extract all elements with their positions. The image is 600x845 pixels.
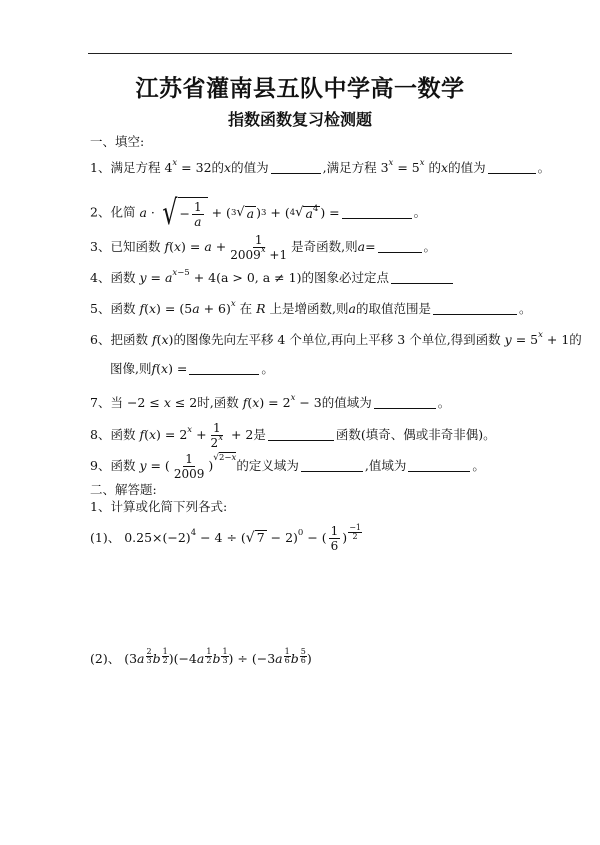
q7-condition: −2 ≤ x ≤ 2	[126, 395, 198, 410]
problem-1-expression: $0.25\times(-2)^4 - 4$ ÷ (√ 7 − 2)$^0$ − (	[124, 528, 327, 546]
q2-answer-blank[interactable]	[342, 205, 412, 219]
q1-equation-2: $3^x = 5^x$	[380, 158, 425, 175]
question-3: 3、已知函数 f(x) = a + $\frac{1}{2009^x +1}$ 是奇函数,则a= 。	[90, 233, 437, 262]
q7-answer-blank[interactable]	[374, 395, 436, 409]
q1-answer-blank-2[interactable]	[488, 160, 536, 174]
q6-answer-blank[interactable]	[189, 361, 259, 375]
q1-answer-blank-1[interactable]	[271, 160, 321, 174]
section2-heading: 二、解答题:	[90, 482, 157, 497]
q5-answer-blank[interactable]	[433, 301, 517, 315]
question-7: 7、当 −2 ≤ x ≤ 2时,函数 $f(x) = 2^x - 3$的值域为 。	[90, 393, 451, 410]
page-subtitle: 指数函数复习检测题	[227, 110, 372, 129]
q9-answer-blank-2[interactable]	[408, 458, 470, 472]
q8-expression: $f(x) = 2^x$ +	[139, 425, 207, 442]
problem-1: (1)、 $0.25\times(-2)^4 - 4$ ÷ (√ 7 − 2)$^0$ − ( $\frac{1}{6}$ ) $\frac{-1}{2}$	[90, 523, 361, 553]
question-8: 8、函数 $f(x) = 2^x$ + $\frac{1}{2^x}$ + 2是 函数(填奇、偶或非奇非偶)。	[90, 421, 496, 450]
q7-expression: $f(x) = 2^x - 3$	[242, 393, 322, 410]
question-4: 4、函数 $y = a^{x-5} + 4(a > 0$, a ≠ 1)的图象必过定点	[90, 268, 455, 288]
q2-expression: a · √ − $\frac{1}{a}$ + ( 3 √ a ) 3 + ( 4 √ $a^4$ ) =	[139, 193, 340, 233]
question-6: 6、把函数 f(x)的图像先向左平移 4 个单位,再向上平移 3 个单位,得到函数 $y = 5^x + 1$的	[90, 330, 582, 347]
question-2: 2、化简 a · √ − $\frac{1}{a}$ + ( 3 √ a ) 3 + ( 4 √ $a^4$ ) = 。	[90, 193, 427, 233]
problem-2: (2)、 (3a $\frac{2}{3}$ b $\frac{1}{2}$ )(−4a $\frac{1}{2}$ b $\frac{1}{3}$ ) ÷ (−3a $\frac{1}{6}$ b $\frac{5}{6}$ )	[90, 647, 312, 666]
q3-expression: f(x) = a +	[164, 239, 227, 254]
q3-fraction: $\frac{1}{2009^x +1}$	[230, 233, 288, 262]
q9-answer-blank-1[interactable]	[301, 458, 363, 472]
q4-answer-blank[interactable]	[391, 270, 453, 284]
q4-expression: $y = a^{x-5} + 4$	[139, 268, 217, 285]
q9-expression: y = (	[139, 458, 170, 473]
section2-subheading: 1、计算或化简下列各式:	[90, 499, 228, 514]
page-title: 江苏省灌南县五队中学高一数学	[135, 75, 465, 102]
top-rule	[88, 53, 512, 54]
q5-expression: $f(x) = (5a + 6)^x$	[139, 299, 236, 316]
q1-equation-1: $4^x = 32$	[164, 158, 212, 175]
q8-answer-blank[interactable]	[268, 427, 334, 441]
q3-answer-blank[interactable]	[378, 239, 422, 253]
question-9: 9、函数 y = ( $\frac{1}{2009}$ )$^{√2-x}$的定义域为 ,值域为 。	[90, 452, 485, 481]
question-1: 1、满足方程 $4^x = 32$的x的值为 ,满足方程 $3^x = 5^x$ 的x的值为 。	[90, 158, 551, 175]
section1-heading: 一、填空:	[90, 134, 145, 149]
problem-2-expression: (3a $\frac{2}{3}$ b $\frac{1}{2}$ )(−4a $\frac{1}{2}$ b $\frac{1}{3}$ ) ÷ (−3a $\frac{1}{6}$ b $\frac{5}{6}$ )	[124, 647, 312, 666]
q6-target-function: $y = 5^x + 1$	[504, 330, 570, 347]
question-6-continued: 图像,则f(x) = 。	[110, 361, 274, 376]
question-5: 5、函数 $f(x) = (5a + 6)^x$ 在 R 上是增函数,则a的取值范围是 。	[90, 299, 532, 316]
